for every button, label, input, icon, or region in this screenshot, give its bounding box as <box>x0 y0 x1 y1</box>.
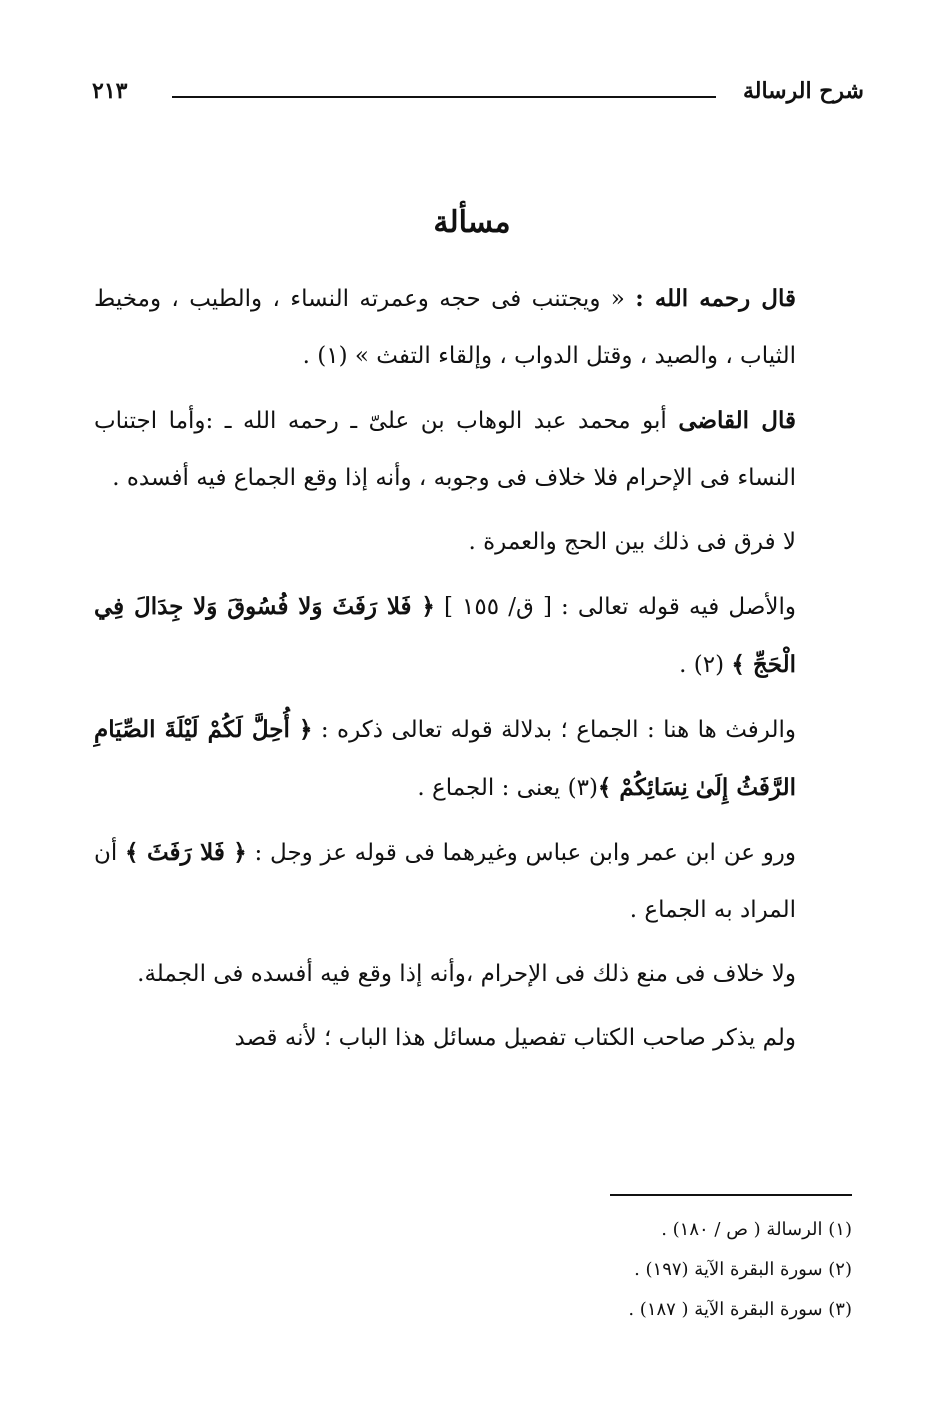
header-rule <box>172 96 716 98</box>
paragraph-3-text: لا فرق فى ذلك بين الحج والعمرة . <box>468 529 796 555</box>
page-header <box>92 78 864 112</box>
paragraph-5-text: والرفث ها هنا : الجماع ؛ بدلالة قوله تعالى ذكره : <box>312 717 796 743</box>
footnote-rule <box>610 1194 852 1196</box>
paragraph-1 <box>94 270 866 385</box>
paragraph-5-text-after: (٣) يعنى : الجماع . <box>417 775 598 801</box>
paragraph-8 <box>94 1010 866 1067</box>
footnote-2: (٢) سورة البقرة الآية (١٩٧) . <box>634 1259 852 1280</box>
paragraph-6-text: ورو عن ابن عمر وابن عباس وغيرهما فى قوله عز وجل : <box>246 840 797 866</box>
footnote-1: (١) الرسالة ( ص / ١٨٠) . <box>661 1219 852 1240</box>
paragraph-1-text: « ويجتنب فى حجه وعمرته النساء ، والطيب ، ومخيط الثياب ، والصيد ، وقتل الدواب ، وإلقاء التفث » (١) . <box>94 286 796 369</box>
paragraph-8-text: ولم يذكر صاحب الكتاب تفصيل مسائل هذا الباب ؛ لأنه قصد <box>234 1025 796 1051</box>
paragraph-2-lead: قال القاضى <box>678 407 796 434</box>
paragraph-5 <box>94 701 866 817</box>
paragraph-2 <box>94 392 866 507</box>
footnote-3: (٣) سورة البقرة الآية ( ١٨٧) . <box>628 1299 852 1320</box>
paragraph-6 <box>94 824 866 939</box>
paragraph-7 <box>94 946 866 1003</box>
paragraph-5-quran-verse: ﴿ أُحِلَّ لَكُمْ لَيْلَةَ الصِّيَامِ الرَّفَثُ إِلَىٰ نِسَائِكُمْ ﴾ <box>94 716 796 801</box>
paragraph-4-footnote-ref: (٢) . <box>679 652 732 678</box>
paragraph-2-text: أبو محمد عبد الوهاب بن علىّ ـ رحمه الله ـ :وأما اجتناب النساء فى الإحرام فلا خلاف فى وجوبه ، وأنه إذا وقع الجماع فيه أفسده . <box>94 408 796 491</box>
paragraph-6-text-after: أن المراد به الجماع . <box>94 840 796 923</box>
paragraph-4-quran-verse: ﴿ فَلا رَفَثَ وَلا فُسُوقَ وَلا جِدَالَ فِي الْحَجِّ ﴾ <box>94 593 796 678</box>
footnotes <box>152 1210 852 1330</box>
paragraph-4-text: والأصل فيه قوله تعالى : [ ق/ ١٥٥ ] <box>434 594 796 620</box>
paragraph-6-quran-verse: ﴿ فَلا رَفَثَ ﴾ <box>125 839 247 866</box>
paragraph-3 <box>94 514 866 571</box>
paragraph-4 <box>94 578 866 694</box>
body-text <box>94 270 866 1074</box>
paragraph-7-text: ولا خلاف فى منع ذلك فى الإحرام ،وأنه إذا وقع فيه أفسده فى الجملة. <box>137 961 796 987</box>
running-title: شرح الرسالة <box>742 78 864 104</box>
paragraph-1-lead: قال رحمه الله : <box>635 285 796 312</box>
page-number: ٢١٣ <box>92 78 128 104</box>
section-title: مسألة <box>433 205 511 240</box>
